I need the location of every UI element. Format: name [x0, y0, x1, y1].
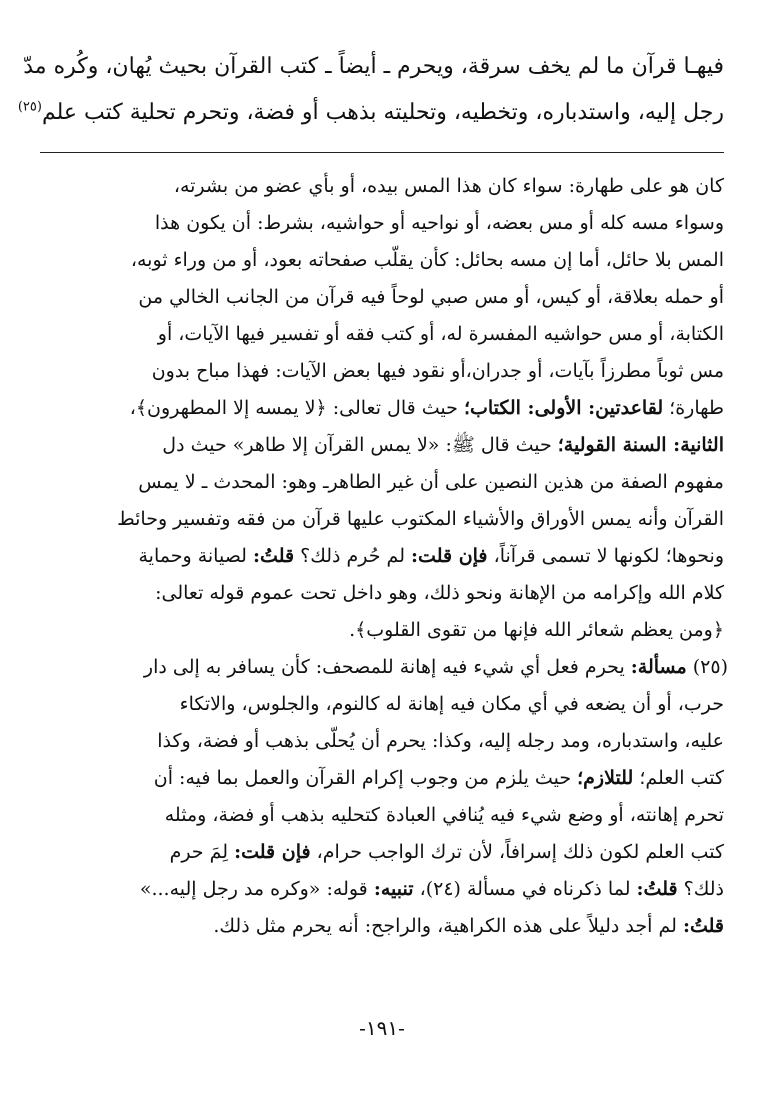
- text-segment: يحرم فعل أي شيء فيه إهانة للمصحف: كأن يسافر به إلى دار: [143, 656, 625, 678]
- text-segment: لما ذكرناه في مسألة (٢٤)،: [419, 878, 631, 900]
- bold-term: لقاعدتين: الأولى: الكتاب؛: [463, 397, 664, 419]
- text-segment: لصيانة وحماية: [138, 545, 247, 567]
- commentary-line: [40, 871, 724, 908]
- commentary-line: الكتابة، أو مس حواشيه المفسرة له، أو كتب فقه أو تفسير فيها الآيات، أو: [157, 323, 724, 345]
- issue-number: (٢٥): [692, 656, 728, 678]
- text-segment: ونحوها؛ لكونها لا تسمى قرآناً،: [493, 545, 724, 567]
- separator-line: [40, 152, 724, 153]
- commentary-line: حرب، أو أن يضعه في أي مكان فيه إهانة له كالنوم، والجلوس، والاتكاء: [179, 693, 724, 715]
- issue-label: مسألة:: [630, 656, 687, 678]
- text-segment: لِمَ حرم: [169, 841, 229, 863]
- text-segment: ذلك؟: [683, 878, 724, 900]
- commentary-line: [40, 908, 724, 945]
- commentary-line: القرآن وأنه يمس الأوراق والأشياء المكتوب عليها قرآن من فقه وتفسير وحائط: [117, 508, 724, 530]
- text-segment: حيث قال ﷺ: «لا يمس القرآن إلا طاهر» حيث دل: [162, 434, 552, 456]
- main-text-line-2-body: رجل إليه، واستدباره، وتخطيه، وتحليته بذهب أو فضة، وتحرم تحلية كتب علم: [41, 100, 724, 125]
- text-segment: حيث قال تعالى: ﴿لا يمسه إلا المطهرون﴾،: [129, 397, 458, 419]
- commentary-text: [40, 168, 728, 945]
- commentary-line: [40, 538, 724, 575]
- commentary-line: [40, 760, 724, 797]
- bold-term: للتلازم؛: [577, 767, 634, 789]
- commentary-line: وسواء مسه كله أو مس بعضه، أو نواحيه أو حواشيه، بشرط: أن يكون هذا: [154, 212, 724, 234]
- commentary-line: [40, 427, 724, 464]
- commentary-line: مفهوم الصفة من هذين النصين على أن غير الطاهرـ وهو: المحدث ـ لا يمس: [138, 471, 724, 493]
- bold-term: قلتُ:: [682, 915, 724, 937]
- commentary-line: مس ثوباً مطرزاً بآيات، أو جدران،أو نقود فيها بعض الآيات: فهذا مباح بدون: [151, 360, 724, 382]
- text-segment: حيث يلزم من وجوب إكرام القرآن والعمل بما فيه: أن: [153, 767, 572, 789]
- text-segment: لم أجد دليلاً على هذه الكراهية، والراجح: أنه يحرم مثل ذلك.: [213, 915, 677, 937]
- issue-heading-line: [40, 649, 728, 686]
- text-segment: لم حُرم ذلك؟: [300, 545, 405, 567]
- main-text: [17, 44, 724, 136]
- commentary-line: ﴿ومن يعظم شعائر الله فإنها من تقوى القلوب﴾.: [349, 619, 724, 641]
- text-segment: كتب العلم لكون ذلك إسرافاً، لأن ترك الواجب حرام،: [316, 841, 724, 863]
- bold-term: قلتُ:: [636, 878, 678, 900]
- commentary-line: كان هو على طهارة: سواء كان هذا المس بيده، أو بأي عضو من بشرته،: [173, 175, 724, 197]
- bold-term: فإن قلت:: [234, 841, 311, 863]
- commentary-line: كلام الله وإكرامه من الإهانة ونحو ذلك، وهو داخل تحت عموم قوله تعالى:: [155, 582, 724, 604]
- text-segment: طهارة؛: [669, 397, 724, 419]
- main-text-line-1: فيهـا قرآن ما لم يخف سرقة، ويحرم ـ أيضاً ـ كتب القرآن بحيث يُهان، وكُره مدّ: [23, 54, 724, 79]
- commentary-line: [40, 834, 724, 871]
- bold-term: فإن قلت:: [411, 545, 488, 567]
- bold-term: قلتُ:: [253, 545, 295, 567]
- commentary-line: [40, 390, 724, 427]
- main-text-line-2: [17, 90, 724, 136]
- commentary-line: المس بلا حائل، أما إن مسه بحائل: كأن يقلّب صفحاته بعود، أو من وراء ثوبه،: [130, 249, 724, 271]
- commentary-line: عليه، واستدباره، ومد رجله إليه، وكذا: يحرم أن يُحلّى بذهب أو فضة، وكذا: [157, 730, 724, 752]
- text-segment: كتب العلم؛: [639, 767, 724, 789]
- commentary-line: تحرم إهانته، أو وضع شيء فيه يُنافي العبادة كتحليه بذهب أو فضة، ومثله: [164, 804, 724, 826]
- bold-term: تنبيه:: [373, 878, 414, 900]
- footnote-reference: (٢٥): [17, 99, 42, 115]
- bold-term: الثانية: السنة القولية؛: [557, 434, 724, 456]
- commentary-line: أو حمله بعلاقة، أو كيس، أو مس صبي لوحاً فيه قرآن من الجانب الخالي من: [138, 286, 724, 308]
- text-segment: قوله: «وكره مد رجل إليه...»: [139, 878, 368, 900]
- page-number: -١٩١-: [359, 1016, 405, 1040]
